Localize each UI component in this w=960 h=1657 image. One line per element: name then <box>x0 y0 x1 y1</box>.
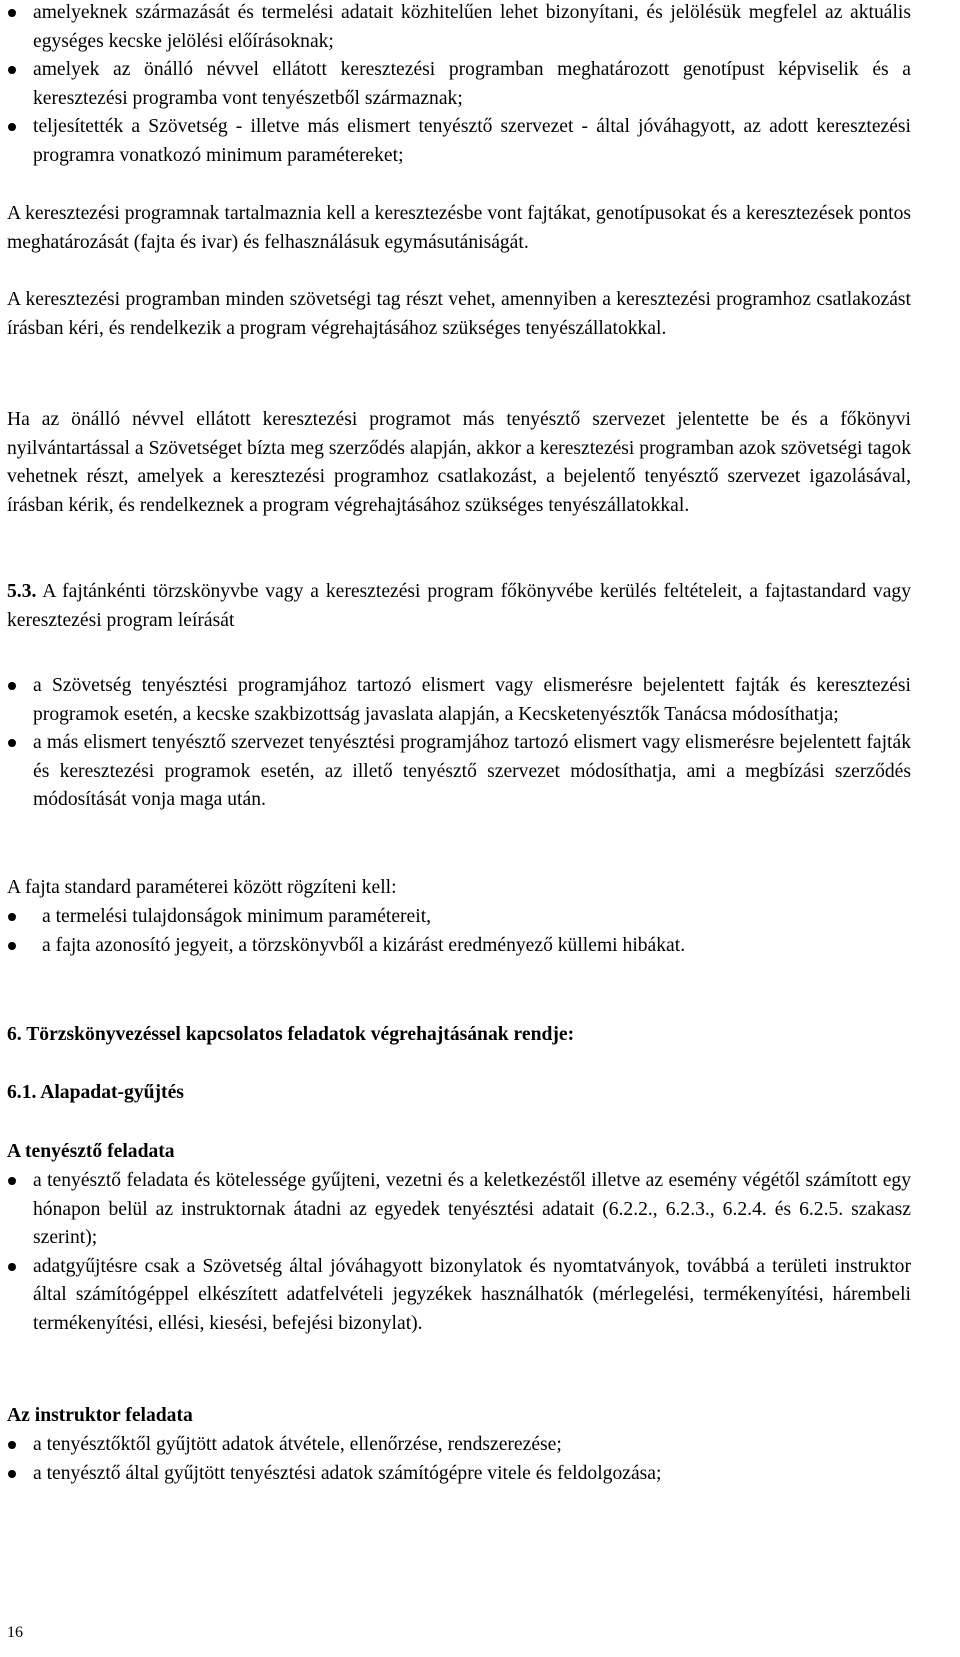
list-item: a tenyésztőktől gyűjtött adatok átvétele, ellenőrzése, rendszerezése; <box>7 1431 911 1460</box>
list-item: a tenyésztő által gyűjtött tenyésztési adatok számítógépre vitele és feldolgozása; <box>7 1460 911 1489</box>
standard-intro: A fajta standard paraméterei között rögzíteni kell: <box>7 877 397 898</box>
breeder-heading: A tenyésztő feladata <box>7 1141 175 1162</box>
standard-list <box>7 903 911 960</box>
heading-6-1: 6.1. Alapadat-gyűjtés <box>7 1082 184 1103</box>
instructor-duties-list <box>7 1431 911 1488</box>
paragraph: Ha az önálló névvel ellátott keresztezési programot más tenyésztő szervezet jelentette be és a főkönyvi nyilvántartással a Szövetséget bízta meg szerződés alapján, akkor a keresztezési programban azok szövetségi tagok vehetnek részt, amelyek a keresztezési programhoz csatlakozást, a bejelentő tenyésztő szervezet igazolásával, írásban kérik, és rendelkeznek a program végrehajtásához szükséges tenyészállatokkal. <box>7 409 911 516</box>
list-item: a fajta azonosító jegyeit, a törzskönyvből a kizárást eredményező küllemi hibákat. <box>7 932 911 961</box>
list-item: a Szövetség tenyésztési programjához tartozó elismert vagy elismerésre bejelentett fajták és keresztezési programok esetén, a kecske szakbizottság javaslata alapján, a Kecsketenyésztők Tanácsa módosíthatja; <box>7 672 911 729</box>
list-item: a más elismert tenyésztő szervezet tenyésztési programjához tartozó elismert vagy elismerésre bejelentett fajták és keresztezési programok esetén, az illető tenyésztő szervezet módosíthatja, ami a megbízási szerződés módosítását vonja maga után. <box>7 729 911 815</box>
modification-list <box>7 672 911 815</box>
breeder-duties-list <box>7 1167 911 1339</box>
list-item: teljesítették a Szövetség - illetve más elismert tenyésztő szervezet - által jóváhagyott, az adott keresztezési programra vonatkozó minimum paramétereket; <box>7 113 911 170</box>
paragraph: A keresztezési programban minden szövetségi tag részt vehet, amennyiben a keresztezési programhoz csatlakozást írásban kéri, és rendelkezik a program végrehajtásához szükséges tenyészállatokkal. <box>7 289 911 339</box>
list-item: amelyek az önálló névvel ellátott keresztezési programban meghatározott genotípust képviselik és a keresztezési programba vont tenyészetből származnak; <box>7 56 911 113</box>
list-item: amelyeknek származását és termelési adatait közhitelűen lehet bizonyítani, és jelölésük megfelel az aktuális egységes kecske jelölési előírásoknak; <box>7 0 911 56</box>
paragraph: A keresztezési programnak tartalmaznia kell a keresztezésbe vont fajtákat, genotípusokat és a keresztezések pontos meghatározását (fajta és ivar) és felhasználásuk egymásutániságát. <box>7 203 911 253</box>
section-number: 5.3. <box>7 581 37 602</box>
list-item: a tenyésztő feladata és kötelessége gyűjteni, vezetni és a keletkezéstől illetve az esemény végétől számított egy hónapon belül az instruktornak átadni az egyedek tenyésztési adatait (6.2.2., 6.2.3., 6.2.4. és 6.2.5. szakasz szerint); <box>7 1167 911 1253</box>
eligibility-list <box>7 0 911 171</box>
section-5-3 <box>7 578 911 635</box>
list-item: adatgyűjtésre csak a Szövetség által jóváhagyott bizonylatok és nyomtatványok, továbbá a területi instruktor által számítógéppel elkészített adatfelvételi jegyzékek használhatók (mérlegelési, termékenyítési, hárembeli termékenyítési, ellési, kiesési, befejési bizonylat). <box>7 1253 911 1339</box>
page-number: 16 <box>7 1624 23 1641</box>
heading-6: 6. Törzskönyvezéssel kapcsolatos feladatok végrehajtásának rendje: <box>7 1024 575 1045</box>
section-text: A fajtánkénti törzskönyvbe vagy a keresztezési program főkönyvébe kerülés feltételeit, a fajtastandard vagy keresztezési program leírását <box>7 581 911 631</box>
list-item: a termelési tulajdonságok minimum paramétereit, <box>7 903 911 932</box>
instructor-heading: Az instruktor feladata <box>7 1405 193 1426</box>
